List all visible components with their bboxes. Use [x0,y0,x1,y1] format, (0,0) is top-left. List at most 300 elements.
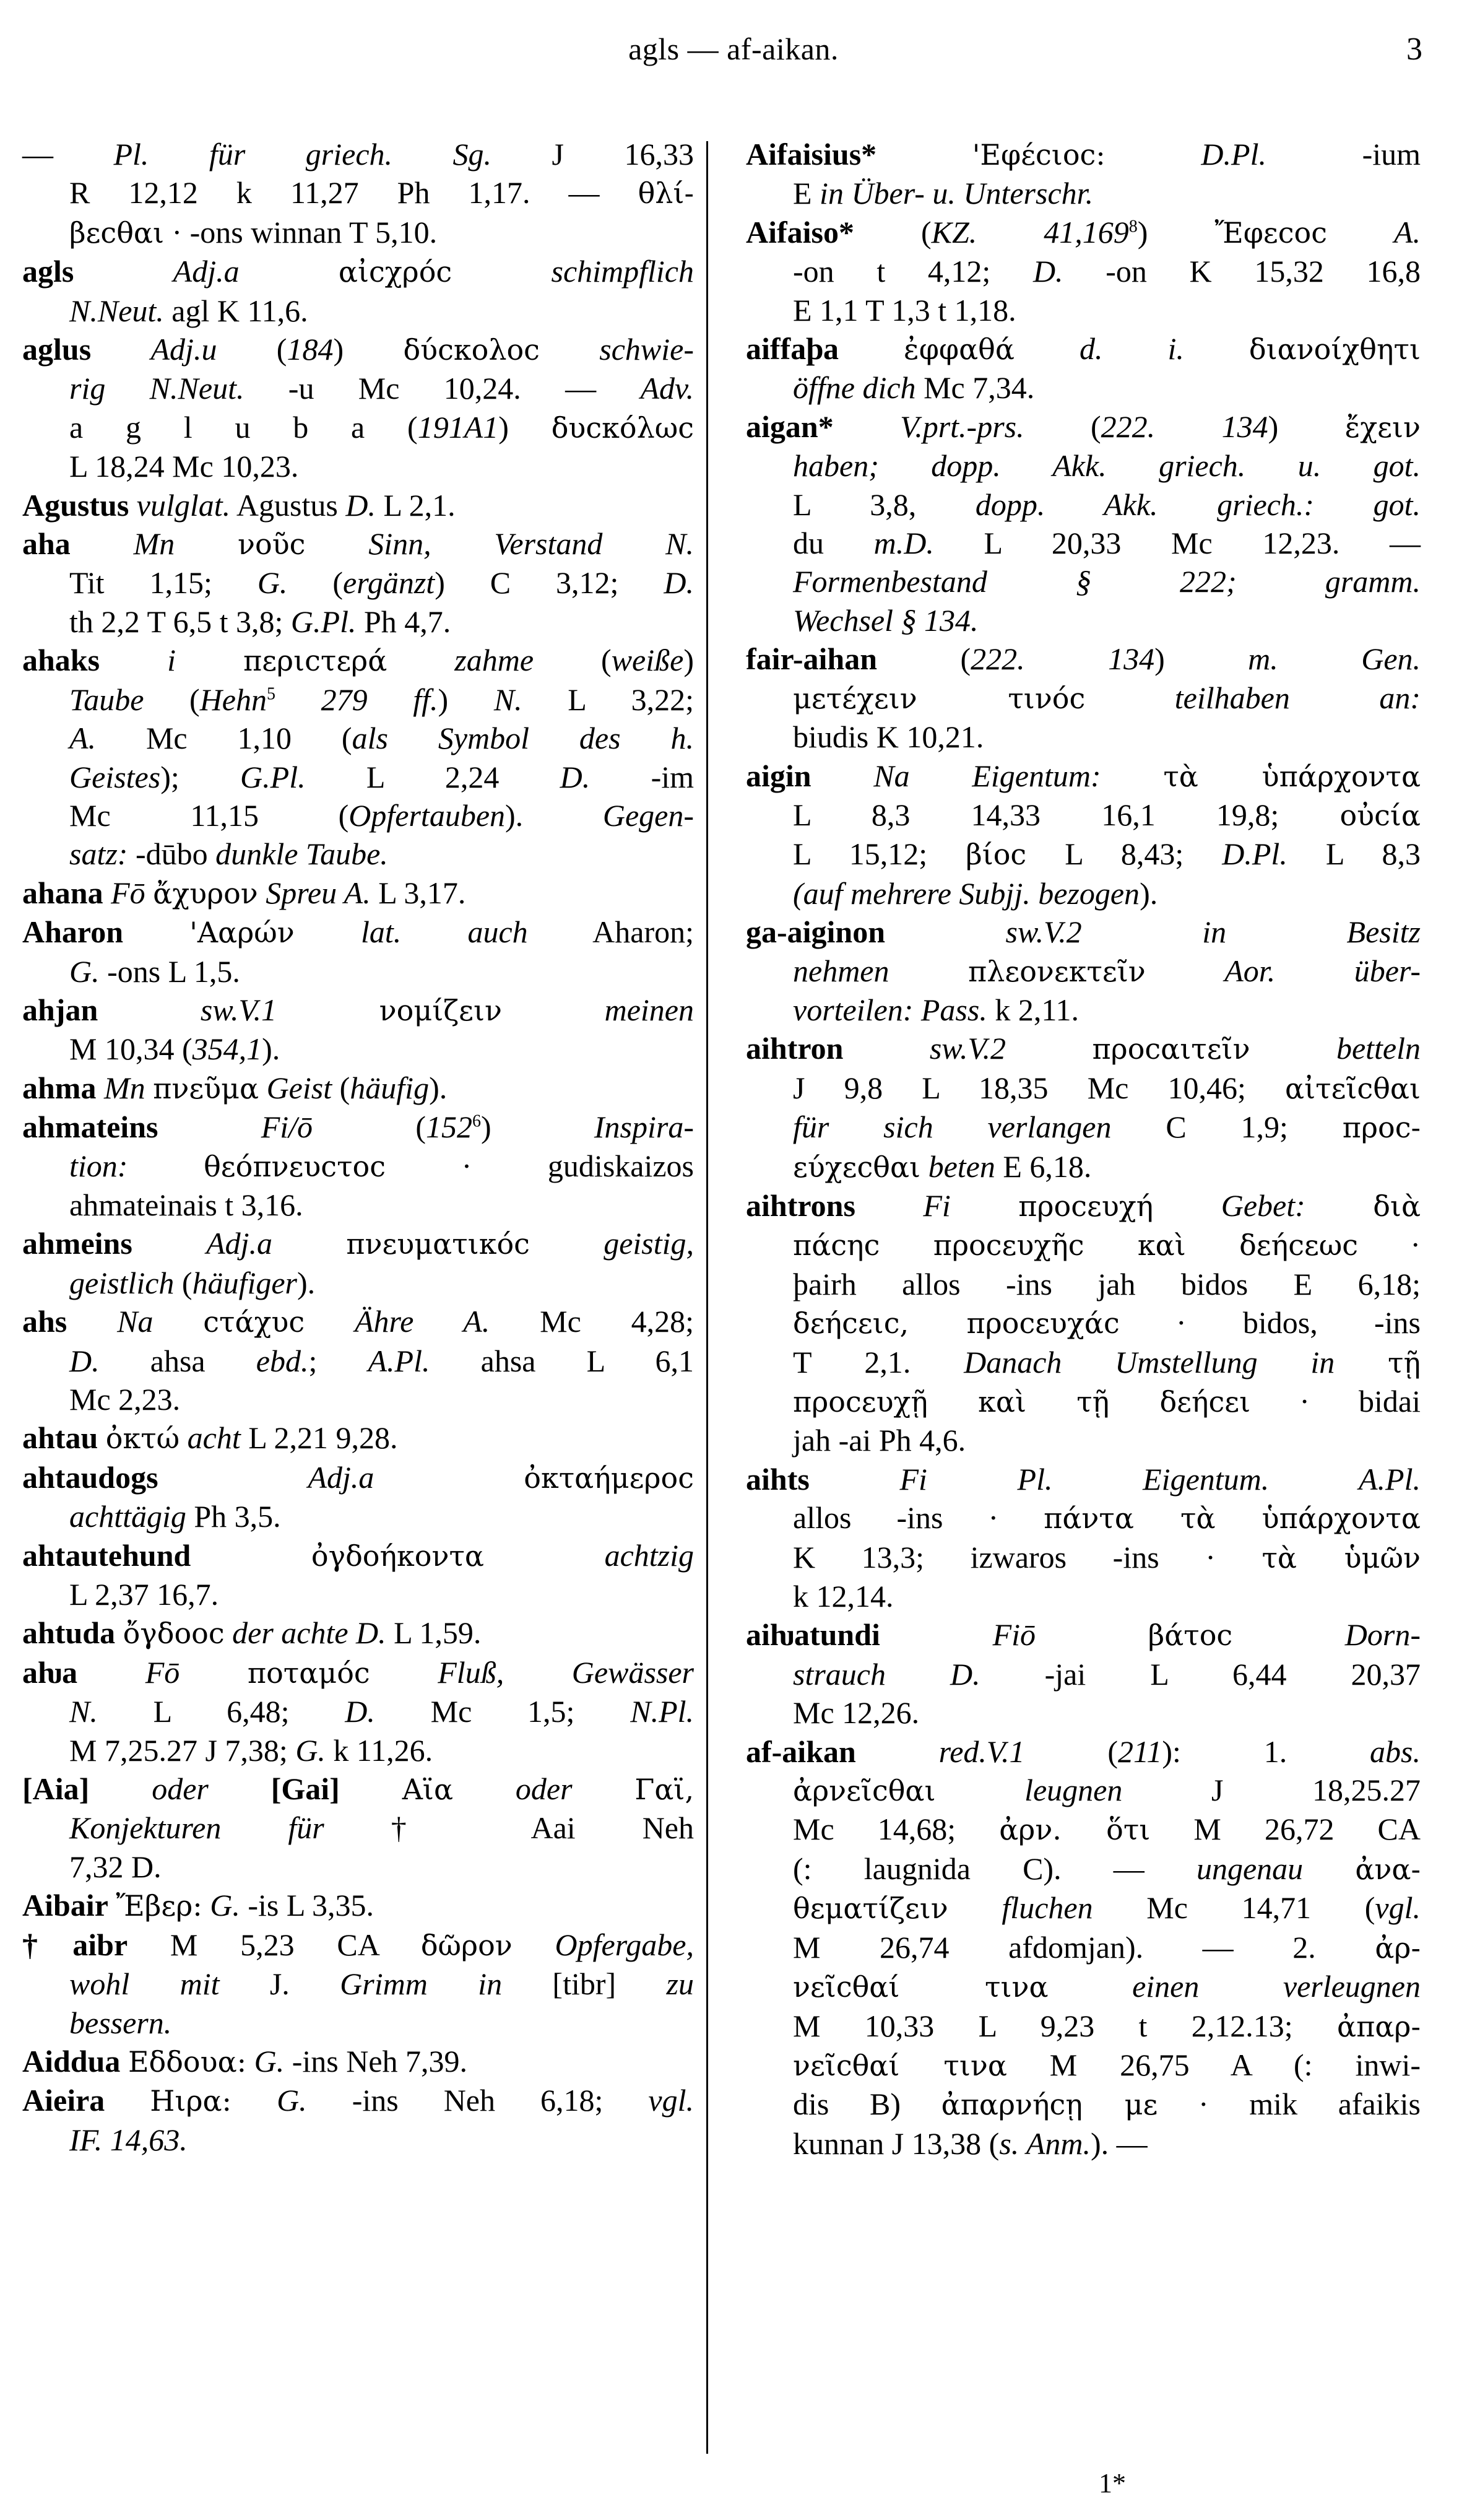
reference-text: L 2,37 16,7. [69,1577,219,1612]
italic-annotation: G. [295,1732,326,1768]
entry-continuation-line [746,1303,1421,1342]
entry-first-line [22,524,694,563]
reference-text [96,1071,104,1105]
reference-text: Ph 3,5. [186,1499,281,1534]
entry-continuation-line [746,1577,1421,1615]
reference-text: biudis K 10,21. [793,719,984,755]
reference-text: · -ons winnan T 5,10. [163,214,438,250]
dictionary-entry [22,1224,694,1302]
entry-continuation-line [746,1928,1421,1967]
italic-annotation: Na [117,1304,154,1339]
italic-annotation: Aor. über- [1224,953,1421,988]
reference-text [1015,331,1080,366]
entry-continuation-line [22,292,694,330]
headword: Aifaiso* [746,214,854,250]
reference-text [374,1460,524,1495]
italic-annotation: oder [152,1771,209,1807]
entry-first-line [746,1029,1421,1068]
entry-continuation-line [746,1967,1421,2006]
reference-text: L 8,43; [1026,836,1222,872]
dictionary-entry [746,135,1421,213]
italic-annotation: Dorn- [1344,1617,1421,1653]
italic-annotation: rig N.Neut. [69,371,244,406]
entry-continuation-line [746,874,1421,913]
italic-annotation: G. [277,2083,307,2118]
signature-mark: 1* [1099,2468,1126,2498]
italic-annotation: Wechsel § 134. [793,602,979,638]
reference-text: M 26,72 CA [1150,1812,1421,1847]
reference-text [855,1188,923,1223]
entry-continuation-line [746,446,1421,485]
entry-first-line [746,1186,1421,1225]
superscript: 8 [1128,217,1138,237]
reference-text [370,1655,438,1690]
headword: [Aia] [22,1771,90,1807]
dictionary-entry [746,640,1421,756]
reference-text [810,1462,900,1497]
italic-annotation: häufiger [192,1265,298,1300]
italic-annotation: Formenbestand § 222; gramm. [793,564,1421,599]
italic-annotation: 354,1 [192,1032,262,1067]
headword: aglus [22,332,92,367]
reference-text [839,331,904,366]
reference-text: † Aai Neh [324,1810,694,1846]
reference-text: J 9,8 L 18,35 Mc 10,46; [793,1070,1286,1105]
greek-gloss: νεῖϲθαί τινα [793,2048,1007,2082]
greek-gloss: ἀρν. ὅτι [999,1813,1151,1847]
reference-text [856,1734,939,1769]
reference-text: ). [505,797,603,833]
reference-text [191,1538,311,1573]
reference-text [513,1927,555,1962]
italic-annotation: nehmen [793,953,889,988]
greek-gloss: θλί- [638,176,694,211]
greek-gloss: προϲευχή [1018,1189,1154,1223]
italic-annotation: V.prt.-prs. [900,409,1024,444]
dictionary-entry [22,1926,694,2042]
reference-text: allos -ins · [793,1500,1044,1536]
greek-gloss: ὀκταήμεροϲ [524,1461,694,1495]
reference-text: ( [217,332,287,367]
reference-text: L 2,24 [305,759,560,794]
italic-annotation: meinen [604,992,694,1027]
italic-annotation: vorteilen: Pass. [793,992,987,1027]
italic-annotation: red.V.1 [938,1734,1025,1769]
dictionary-entry [746,1029,1421,1186]
reference-text [1232,1617,1345,1652]
reference-text: Agustus [230,487,346,523]
reference-text: L 8,3 [1287,836,1421,872]
reference-text: -im [590,759,695,794]
reference-text [180,1655,248,1690]
italic-annotation: D.Pl. [1222,836,1287,872]
entry-continuation-line [22,1848,694,1886]
entry-continuation-line [746,2085,1421,2124]
reference-text [1184,331,1249,366]
greek-gloss: Ἔφεϲοϲ [1214,215,1327,250]
italic-annotation: KZ. 41,169 [931,214,1129,250]
italic-annotation: 222. 134 [1101,409,1268,444]
entry-continuation-line [22,1264,694,1302]
dictionary-entry [22,524,694,641]
reference-text: ): 1. [1162,1734,1370,1769]
italic-annotation: Fi/ō [261,1110,313,1145]
reference-text [176,643,243,677]
entry-continuation-line [746,1108,1421,1147]
italic-annotation: strauch D. [793,1656,980,1692]
reference-text [123,915,189,949]
headword: ahtuda [22,1615,116,1651]
reference-text [1327,215,1394,250]
reference-text [128,1149,204,1183]
entry-continuation-line [746,1147,1421,1186]
reference-text: k 2,11. [987,992,1079,1027]
italic-annotation: G. [257,565,288,601]
italic-annotation: leugnen [1024,1773,1123,1808]
italic-annotation: sw.V.1 [200,992,277,1027]
italic-annotation: vulglat. [136,487,231,523]
reference-text [305,1304,355,1339]
reference-text: ). — [1091,2126,1148,2161]
entry-continuation-line [22,1497,694,1536]
greek-gloss: ἐφφαθά [904,332,1015,367]
greek-gloss: οὐϲία [1339,798,1421,832]
entry-first-line [746,1732,1421,1771]
entry-first-line [22,1458,694,1497]
italic-annotation: Adj.a [308,1459,374,1495]
italic-annotation: für sich verlangen [793,1110,1112,1145]
reference-text [115,1615,123,1650]
italic-annotation: schimpflich [551,254,695,289]
headword: aigan* [746,409,834,444]
greek-gloss: δῶρον [420,1928,513,1962]
entry-continuation-line [746,2007,1421,2046]
italic-annotation: Geistes [69,759,161,794]
dictionary-entry [746,1186,1421,1460]
greek-gloss: νομίζειν [379,993,503,1027]
reference-text [209,1771,271,1806]
entry-continuation-line [746,952,1421,991]
italic-annotation: zu [666,1966,694,2002]
reference-text: kunnan J 13,38 ( [793,2126,1000,2161]
italic-annotation: ungenau [1196,1851,1304,1886]
entry-first-line [22,874,694,913]
italic-annotation: D. [560,759,591,794]
italic-annotation: achttägig [69,1499,186,1534]
italic-annotation: D. [345,1694,375,1729]
reference-text: jah -ai Ph 4,6. [793,1423,966,1458]
entry-continuation-line [746,1498,1421,1537]
reference-text: ) [683,643,694,678]
reference-text [108,1888,116,1923]
dictionary-entry [22,2081,694,2159]
reference-text: Mc 4,28; [490,1304,694,1339]
headword: aha [22,526,71,562]
reference-text [889,954,969,988]
reference-text [100,643,167,677]
reference-text: ) [438,682,494,717]
italic-annotation: Na Eigentum: [873,758,1101,793]
reference-text: M 10,34 ( [69,1032,193,1067]
running-head [0,31,1467,80]
reference-text: · mik afaikis [1158,2087,1421,2122]
entry-first-line [22,330,694,369]
italic-annotation: Pl. für griech. Sg. [113,137,492,172]
reference-text [1036,1617,1148,1652]
reference-text: · [1358,1227,1421,1262]
reference-text: þairh allos -ins jah bidos E 6,18; [793,1266,1421,1301]
italic-annotation: D. [1032,254,1063,289]
reference-text: -ons L 1,5. [99,954,240,989]
italic-annotation: s. Anm. [999,2126,1091,2161]
dictionary-entry [746,329,1421,407]
entry-first-line [746,407,1421,446]
reference-text [232,2083,277,2118]
italic-annotation: Fi [923,1188,951,1223]
italic-annotation: vgl. [648,2083,695,2118]
headword: aihts [746,1461,810,1497]
italic-annotation: acht [187,1420,241,1456]
entry-first-line [22,1419,694,1458]
greek-gloss: πνευματικόϲ [346,1227,530,1261]
reference-text: (: laugnida C). — [793,1851,1197,1886]
headword: ahtautehund [22,1537,191,1573]
right-column [746,135,1421,2163]
entry-continuation-line [746,1382,1421,1421]
reference-text: ) [498,409,552,445]
entry-first-line [22,1069,694,1108]
italic-annotation: Opfergabe, [555,1927,694,1962]
entry-continuation-line [22,408,694,447]
headword: fair-aihan [746,641,878,677]
reference-text: Tit 1,15; [69,565,257,601]
italic-annotation: N.Pl. [630,1694,695,1729]
entry-continuation-line [746,174,1421,212]
dictionary-entry [746,913,1421,1029]
greek-gloss: Εδδουα: [128,2044,247,2079]
reference-text [129,488,137,523]
entry-continuation-line [22,1731,694,1770]
reference-text: Aharon; [527,915,695,950]
italic-annotation: Gegen- [602,797,694,833]
entry-continuation-line [746,679,1421,718]
headword: af-aikan [746,1734,856,1769]
greek-gloss: 'Ααρών [189,916,295,950]
italic-annotation: Fluß, Gewässer [438,1654,695,1690]
dictionary-entry [22,135,694,252]
entry-continuation-line [746,562,1421,601]
entry-continuation-line [746,1810,1421,1849]
greek-gloss: ἔχειν [1344,410,1421,444]
greek-gloss: νεῖϲθαί τινα [793,1970,1049,2004]
italic-annotation: der achte D. [232,1615,386,1651]
italic-annotation: sw.V.2 in Besitz [1005,915,1421,950]
reference-text: 7,32 D. [69,1849,162,1884]
greek-gloss: προϲαιτεῖν [1092,1032,1250,1066]
headword: †aibr [22,1927,128,1962]
dictionary-entry [22,874,694,913]
headword: Aibair [22,1888,108,1923]
entry-first-line [22,1926,694,1965]
reference-text: E 1,1 T 1,3 t 1,18. [793,292,1016,328]
greek-gloss: βεϲθαι [69,215,164,250]
entry-continuation-line [22,2004,694,2042]
italic-annotation: G. [254,2043,285,2079]
reference-text [295,915,361,949]
headword: agls [22,254,74,289]
entry-continuation-line [746,1069,1421,1108]
italic-annotation: D.Pl. [1201,137,1266,172]
headword: ahaks [22,643,100,678]
entry-continuation-line [22,1186,694,1224]
reference-text: a g l u b a ( [69,409,418,445]
greek-gloss: δυϲκόλωϲ [551,411,694,445]
reference-text: K 13,3; izwaros -ins · [793,1539,1262,1575]
italic-annotation: Taube [69,682,144,717]
entry-continuation-line [22,563,694,602]
greek-gloss: πλεονεκτεῖν [968,954,1146,988]
reference-text: ( [144,682,200,717]
reference-text: ). [1140,875,1158,911]
entry-continuation-line [746,1771,1421,1810]
headword: ahtaudogs [22,1459,158,1495]
headword: aihtron [746,1031,844,1066]
entry-continuation-line [22,680,694,719]
greek-gloss: ὀκτώ [105,1422,180,1456]
italic-annotation: öffne dich [793,370,916,406]
italic-annotation: achtzig [604,1537,694,1573]
entry-continuation-line [22,369,694,407]
italic-annotation: betteln [1336,1031,1421,1066]
italic-annotation: Grimm in [340,1966,503,2002]
reference-text: L 3,8, [793,487,976,522]
reference-text: ). [429,1070,448,1105]
superscript: 5 [267,684,276,704]
dictionary-entry [22,330,694,486]
italic-annotation: Sinn, Verstand N. [368,526,695,562]
dictionary-entry [22,252,694,330]
greek-gloss: προϲ- [1342,1111,1421,1145]
reference-text [1085,680,1175,715]
italic-annotation: abs. [1370,1734,1421,1769]
reference-text [98,993,201,1027]
italic-annotation: IF. 14,63. [69,2122,188,2157]
italic-annotation: D. [345,487,376,523]
reference-text: ) [333,332,404,367]
reference-text [202,1888,210,1923]
reference-text: L 2,21 9,28. [240,1420,398,1456]
italic-annotation: G. [69,954,100,989]
reference-text [834,409,900,444]
italic-annotation: häufig [350,1070,430,1105]
italic-annotation: D. [664,565,694,601]
reference-text: M 5,23 CA [128,1927,421,1962]
italic-annotation: ebd. [256,1343,309,1378]
reference-text: L 20,33 Mc 12,23. — [933,526,1421,561]
reference-text: k 11,26. [325,1732,433,1768]
reference-text: ) [480,1110,594,1145]
reference-text: -is L 3,35. [240,1888,374,1923]
italic-annotation: haben; dopp. Akk. griech. u. got. [793,448,1421,484]
entry-continuation-line [22,1809,694,1847]
reference-text: ) [1268,409,1345,444]
headword: ahmateins [22,1110,158,1145]
reference-text: L 6,48; [97,1694,345,1729]
greek-gloss: Αϊα [402,1773,454,1807]
greek-gloss: ἀπαρνήϲῃ με [941,2088,1158,2122]
italic-annotation: einen verleugnen [1132,1969,1421,2004]
entry-first-line [22,1614,694,1653]
entry-continuation-line [746,2046,1421,2085]
italic-annotation: Fiō [992,1617,1036,1653]
reference-text: J. [219,1966,340,2002]
reference-text: E 6,18. [995,1149,1092,1184]
reference-text [272,1226,346,1261]
reference-text: · bidos, -ins [1119,1305,1421,1340]
italic-annotation: 279 ff. [321,682,438,717]
italic-annotation: Ähre A. [354,1304,490,1339]
headword: aiƕatundi [746,1617,880,1653]
entry-continuation-line [22,213,694,252]
entry-continuation-line [22,1342,694,1380]
reference-text [920,1149,928,1184]
reference-text: ) [1137,214,1215,250]
reference-text [885,915,1005,949]
reference-text: L 1,59. [386,1615,482,1651]
italic-annotation: 211 [1118,1734,1162,1769]
greek-gloss: ὀγδοήκοντα [311,1539,484,1573]
greek-gloss: πάντα τὰ ὑπάρχοντα [1044,1501,1421,1536]
reference-text: E [793,176,820,211]
reference-text: ( [287,565,344,601]
italic-annotation: A. [1393,214,1421,250]
reference-text: ). [297,1265,316,1300]
reference-text: ; [308,1343,368,1378]
entry-first-line [22,913,694,952]
reference-text: ( [877,641,971,677]
italic-annotation: zahme [454,643,534,678]
reference-text [98,1420,106,1455]
reference-text: ( [854,214,932,250]
entry-continuation-line [22,1575,694,1614]
italic-annotation: dopp. Akk. griech.: got. [975,487,1421,522]
reference-text: M 10,33 L 9,23 t 2,12.13; [793,2008,1338,2043]
dictionary-entry [22,641,694,873]
italic-annotation: Inspira- [594,1110,695,1145]
reference-text: ahsa [99,1343,256,1378]
italic-annotation: 191A1 [417,409,499,445]
italic-annotation: 152 [425,1110,472,1145]
italic-annotation: weiße [611,643,684,678]
headword: Aieira [22,2083,105,2118]
entry-first-line [746,329,1421,368]
reference-text [275,682,321,717]
entry-continuation-line [22,1030,694,1068]
reference-text: T 2,1. [793,1344,964,1379]
dictionary-entry [746,407,1421,640]
reference-text: Mc 12,26. [793,1695,920,1731]
entry-continuation-line [746,485,1421,524]
italic-annotation: A.Pl. [368,1343,430,1378]
italic-annotation: Gebet: [1221,1188,1305,1223]
entry-first-line [22,1536,694,1575]
reference-text [91,332,150,367]
page-number: 3 [1406,32,1422,67]
headword: ahana [22,875,103,910]
reference-text: dis B) [793,2087,941,2122]
headword: ahjan [22,992,98,1027]
entry-first-line [746,1460,1421,1498]
